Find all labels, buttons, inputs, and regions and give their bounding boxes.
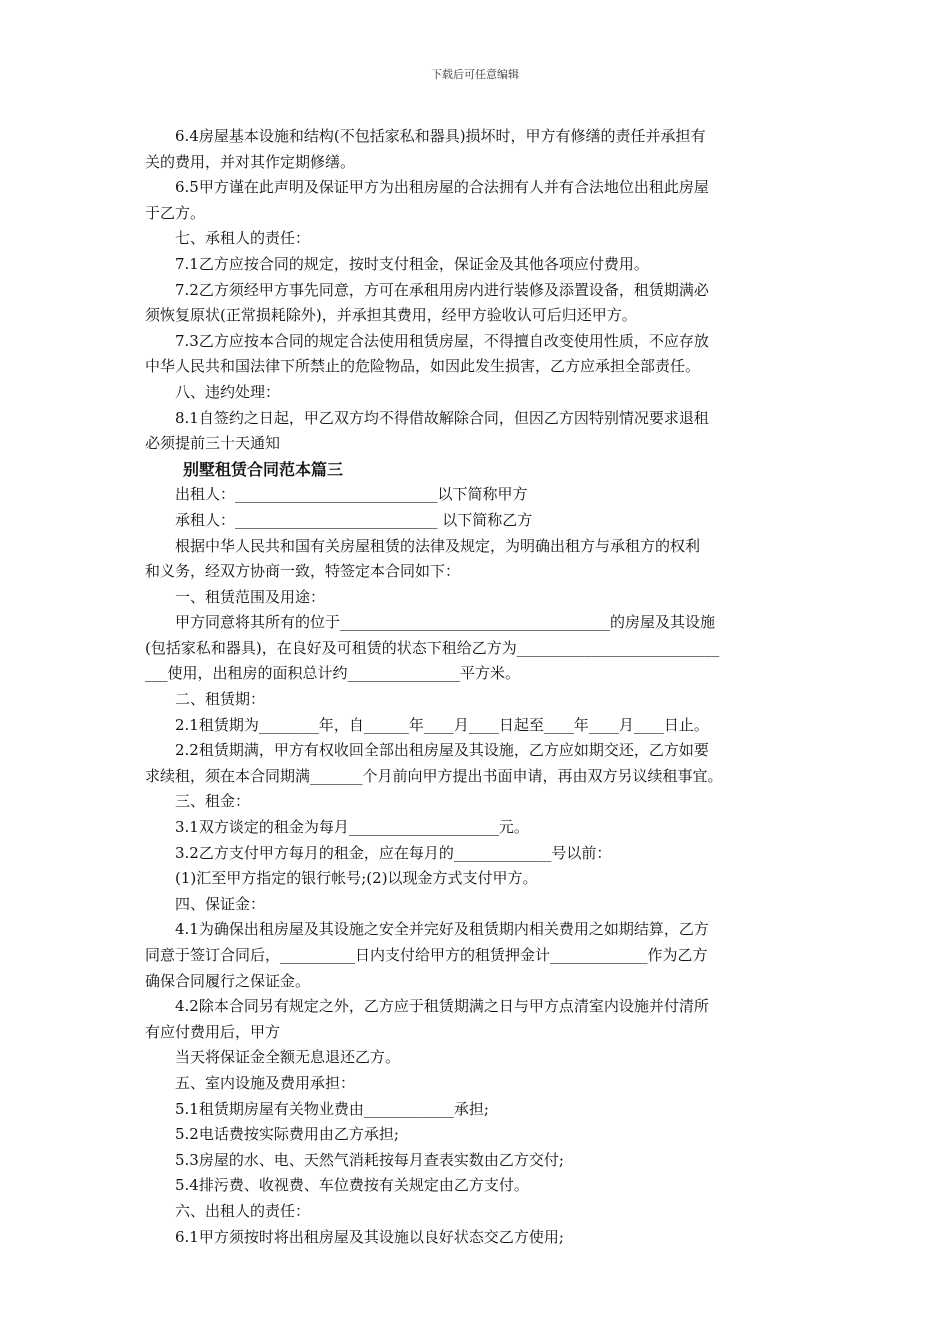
text-line: 同意于签订合同后，__________日内支付给甲方的租赁押金计_____________作为乙方: [145, 946, 708, 964]
text-line: 七、承租人的责任：: [175, 229, 311, 248]
text-line: 八、违约处理：: [175, 382, 281, 401]
text-line: 6.1甲方须按时将出租房屋及其设施以良好状态交乙方使用;: [175, 1227, 564, 1246]
text-line: 二、租赁期：: [175, 690, 266, 709]
text-line: ___使用，出租房的面积总计约_______________平方米。: [145, 664, 521, 683]
text-line: 四、保证金：: [175, 894, 266, 913]
text-line: 6.4房屋基本设施和结构(不包括家私和器具)损坏时，甲方有修缮的责任并承担有: [175, 127, 706, 145]
text-line: 求续租，须在本合同期满_______个月前向甲方提出书面申请，再由双方另议续租事宜。: [145, 766, 723, 785]
text-line: 7.1乙方应按合同的规定，按时支付租金，保证金及其他各项应付费用。: [175, 254, 649, 273]
text-line: 3.1双方谈定的租金为每月____________________元。: [175, 818, 529, 837]
text-line: 须恢复原状(正常损耗除外)，并承担其费用，经甲方验收认可后归还甲方。: [145, 306, 637, 325]
text-line: 2.1租赁期为________年，自______年____月____日起至____年____月____日止。: [175, 715, 709, 734]
text-line: 必须提前三十天通知: [145, 434, 281, 453]
text-line: 5.1租赁期房屋有关物业费由____________承担;: [175, 1099, 489, 1118]
text-line: 中华人民共和国法律下所禁止的危险物品，如因此发生损害，乙方应承担全部责任。: [145, 357, 701, 376]
text-line: 8.1自签约之日起，甲乙双方均不得借故解除合同，但因乙方因特别情况要求退租: [175, 408, 709, 427]
text-line: 承租人：___________________________ 以下简称乙方: [175, 510, 533, 529]
text-line: 7.3乙方应按本合同的规定合法使用租赁房屋，不得擅自改变使用性质，不应存放: [175, 331, 709, 350]
text-line: 三、租金：: [175, 792, 251, 811]
text-line: 出租人：___________________________以下简称甲方: [175, 485, 528, 504]
document-body: [145, 124, 813, 1250]
text-line: 7.2乙方须经甲方事先同意，方可在承租用房内进行装修及添置设备，租赁期满必: [175, 280, 709, 299]
text-line: 和义务，经双方协商一致，特签定本合同如下：: [145, 562, 461, 581]
text-line: (包括家私和器具)，在良好及可租赁的状态下租给乙方为___________________________: [145, 638, 720, 657]
text-line: 六、出租人的责任：: [175, 1201, 311, 1220]
text-line: 一、租赁范围及用途：: [175, 587, 326, 606]
text-line: 2.2租赁期满，甲方有权收回全部出租房屋及其设施，乙方应如期交还，乙方如要: [175, 741, 709, 760]
text-line: 于乙方。: [145, 203, 206, 222]
text-line: 有应付费用后，甲方: [145, 1022, 281, 1041]
text-line: 关的费用，并对其作定期修缮。: [145, 152, 356, 171]
text-line: 根据中华人民共和国有关房屋租赁的法律及规定，为明确出租方与承租方的权利: [175, 536, 701, 555]
text-line: 5.2电话费按实际费用由乙方承担;: [175, 1125, 399, 1144]
text-line: 5.4排污费、收视费、车位费按有关规定由乙方支付。: [175, 1176, 529, 1195]
text-line: (1)汇至甲方指定的银行帐号;(2)以现金方式支付甲方。: [175, 869, 538, 888]
text-line: 确保合同履行之保证金。: [145, 971, 311, 990]
text-line: 6.5甲方谨在此声明及保证甲方为出租房屋的合法拥有人并有合法地位出租此房屋: [175, 178, 709, 197]
text-line: 5.3房屋的水、电、天然气消耗按每月查表实数由乙方交付;: [175, 1150, 564, 1169]
text-line: 3.2乙方支付甲方每月的租金，应在每月的_____________号以前：: [175, 843, 612, 862]
text-line: 4.1为确保出租房屋及其设施之安全并完好及租赁期内相关费用之如期结算，乙方: [175, 920, 709, 939]
text-line: 当天将保证金全额无息退还乙方。: [175, 1048, 401, 1067]
section-title: 别墅租赁合同范本篇三: [183, 459, 344, 479]
text-line: 甲方同意将其所有的位于____________________________________的房屋及其设施: [175, 613, 716, 632]
text-line: 4.2除本合同另有规定之外，乙方应于租赁期满之日与甲方点清室内设施并付清所: [175, 997, 709, 1016]
page-header: 下载后可任意编辑: [431, 68, 519, 81]
text-line: 五、室内设施及费用承担：: [175, 1073, 356, 1092]
